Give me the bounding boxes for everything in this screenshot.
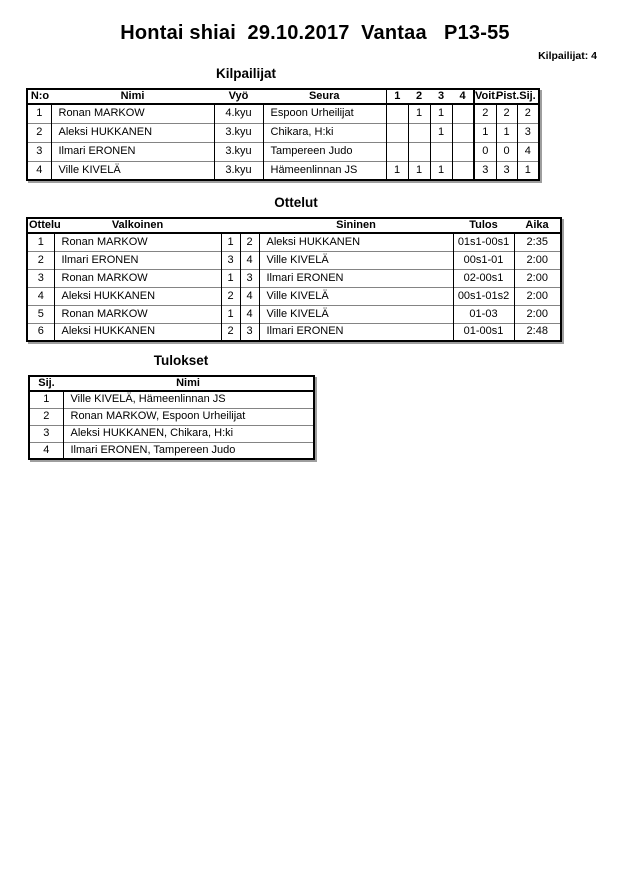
cell-tulos: 00s1-01s2 bbox=[453, 287, 514, 305]
cell-nimi: Ilmari ERONEN, Tampereen Judo bbox=[63, 442, 314, 459]
col-header-round-3: 3 bbox=[430, 89, 452, 104]
ottelut-table bbox=[26, 217, 562, 342]
cell-valkoinen: Ronan MARKOW bbox=[54, 269, 221, 287]
ottelut-header-row bbox=[27, 218, 561, 233]
cell-round-3: 1 bbox=[430, 104, 452, 123]
table-row bbox=[27, 161, 539, 180]
cell-round-3 bbox=[430, 142, 452, 161]
cell-sininen: Ville KIVELÄ bbox=[259, 305, 453, 323]
cell-sininen: Aleksi HUKKANEN bbox=[259, 233, 453, 251]
section-title-kilpailijat: Kilpailijat bbox=[215, 66, 277, 81]
cell-voit: 1 bbox=[474, 123, 496, 142]
cell-white-no: 2 bbox=[221, 323, 240, 341]
cell-nimi: Ville KIVELÄ, Hämeenlinnan JS bbox=[63, 391, 314, 408]
cell-match-no: 5 bbox=[27, 305, 54, 323]
table-row bbox=[27, 123, 539, 142]
cell-round-4 bbox=[452, 142, 474, 161]
cell-round-1: 1 bbox=[386, 161, 408, 180]
col-header-white-no bbox=[221, 218, 240, 233]
cell-round-4 bbox=[452, 104, 474, 123]
cell-vyo: 4.kyu bbox=[214, 104, 263, 123]
cell-no: 2 bbox=[27, 123, 51, 142]
section-title-tulokset: Tulokset bbox=[153, 353, 209, 368]
cell-match-no: 4 bbox=[27, 287, 54, 305]
cell-sininen: Ville KIVELÄ bbox=[259, 251, 453, 269]
cell-round-2 bbox=[408, 123, 430, 142]
cell-blue-no: 4 bbox=[240, 251, 259, 269]
cell-vyo: 3.kyu bbox=[214, 142, 263, 161]
cell-pist: 2 bbox=[496, 104, 517, 123]
cell-blue-no: 4 bbox=[240, 287, 259, 305]
table-row bbox=[27, 287, 561, 305]
cell-round-2: 1 bbox=[408, 161, 430, 180]
cell-blue-no: 3 bbox=[240, 323, 259, 341]
col-header-round-4: 4 bbox=[452, 89, 474, 104]
cell-valkoinen: Ilmari ERONEN bbox=[54, 251, 221, 269]
cell-seura: Chikara, H:ki bbox=[263, 123, 386, 142]
cell-sininen: Ville KIVELÄ bbox=[259, 287, 453, 305]
cell-white-no: 2 bbox=[221, 287, 240, 305]
cell-sij: 4 bbox=[517, 142, 539, 161]
table-row bbox=[27, 269, 561, 287]
cell-sij: 2 bbox=[517, 104, 539, 123]
cell-round-2 bbox=[408, 142, 430, 161]
cell-round-1 bbox=[386, 123, 408, 142]
cell-nimi: Ronan MARKOW bbox=[51, 104, 214, 123]
cell-match-no: 3 bbox=[27, 269, 54, 287]
cell-nimi: Aleksi HUKKANEN, Chikara, H:ki bbox=[63, 425, 314, 442]
col-header-tulos: Tulos bbox=[453, 218, 514, 233]
cell-aika: 2:00 bbox=[514, 269, 561, 287]
col-header-sininen: Sininen bbox=[259, 218, 453, 233]
col-header-nimi: Nimi bbox=[63, 376, 314, 391]
cell-tulos: 01s1-00s1 bbox=[453, 233, 514, 251]
cell-voit: 0 bbox=[474, 142, 496, 161]
col-header-no: N:o bbox=[27, 89, 51, 104]
cell-tulos: 02-00s1 bbox=[453, 269, 514, 287]
col-header-pist: Pist. bbox=[496, 90, 520, 102]
cell-white-no: 3 bbox=[221, 251, 240, 269]
cell-sininen: Ilmari ERONEN bbox=[259, 269, 453, 287]
table-row bbox=[29, 391, 314, 408]
cell-voit: 3 bbox=[474, 161, 496, 180]
cell-nimi: Ville KIVELÄ bbox=[51, 161, 214, 180]
cell-aika: 2:00 bbox=[514, 305, 561, 323]
col-header-sij: Sij. bbox=[517, 89, 539, 104]
col-header-nimi: Nimi bbox=[51, 89, 214, 104]
cell-valkoinen: Aleksi HUKKANEN bbox=[54, 323, 221, 341]
cell-sij: 2 bbox=[29, 408, 63, 425]
section-title-ottelut: Ottelut bbox=[274, 195, 318, 210]
cell-sininen: Ilmari ERONEN bbox=[259, 323, 453, 341]
col-header-voit: Voit. bbox=[475, 90, 499, 102]
table-row bbox=[27, 233, 561, 251]
cell-blue-no: 4 bbox=[240, 305, 259, 323]
competitors-count: Kilpailijat: 4 bbox=[538, 50, 597, 62]
cell-round-1 bbox=[386, 142, 408, 161]
cell-sij: 1 bbox=[43, 393, 50, 406]
cell-voit: 2 bbox=[474, 104, 496, 123]
table-row bbox=[27, 251, 561, 269]
col-header-blue-no bbox=[240, 218, 259, 233]
cell-vyo: 3.kyu bbox=[214, 161, 263, 180]
cell-valkoinen: Aleksi HUKKANEN bbox=[54, 287, 221, 305]
cell-blue-no: 3 bbox=[240, 269, 259, 287]
cell-tulos: 01-03 bbox=[453, 305, 514, 323]
col-header-round-1: 1 bbox=[386, 89, 408, 104]
cell-pist: 0 bbox=[496, 142, 517, 161]
cell-round-4 bbox=[452, 123, 474, 142]
cell-nimi: Ilmari ERONEN bbox=[51, 142, 214, 161]
col-header-round-2: 2 bbox=[408, 89, 430, 104]
cell-blue-no: 2 bbox=[240, 233, 259, 251]
cell-round-1 bbox=[386, 104, 408, 123]
tulokset-table bbox=[28, 375, 315, 460]
cell-seura: Hämeenlinnan JS bbox=[263, 161, 386, 180]
cell-aika: 2:35 bbox=[514, 233, 561, 251]
col-header-vyo: Vyö bbox=[214, 89, 263, 104]
cell-round-3: 1 bbox=[430, 161, 452, 180]
table-row bbox=[29, 408, 314, 425]
cell-seura: Tampereen Judo bbox=[263, 142, 386, 161]
table-row bbox=[27, 142, 539, 161]
col-header-sij: Sij. bbox=[29, 376, 63, 391]
cell-valkoinen: Ronan MARKOW bbox=[54, 233, 221, 251]
cell-match-no: 2 bbox=[27, 251, 54, 269]
cell-sij: 1 bbox=[517, 161, 539, 180]
cell-sij: 3 bbox=[517, 123, 539, 142]
cell-nimi: Ronan MARKOW, Espoon Urheilijat bbox=[63, 408, 314, 425]
cell-seura: Espoon Urheilijat bbox=[263, 104, 386, 123]
table-row bbox=[27, 323, 561, 341]
cell-sij: 4 bbox=[29, 442, 63, 459]
col-header-ottelu: Ottelu bbox=[29, 219, 61, 231]
cell-round-4 bbox=[452, 161, 474, 180]
cell-pist: 1 bbox=[496, 123, 517, 142]
cell-tulos: 00s1-01 bbox=[453, 251, 514, 269]
cell-aika: 2:00 bbox=[514, 251, 561, 269]
cell-valkoinen: Ronan MARKOW bbox=[54, 305, 221, 323]
cell-tulos: 01-00s1 bbox=[453, 323, 514, 341]
table-row bbox=[27, 305, 561, 323]
col-header-valkoinen: Valkoinen bbox=[54, 218, 221, 233]
cell-no: 1 bbox=[36, 107, 43, 120]
cell-round-3: 1 bbox=[430, 123, 452, 142]
kilpailijat-header-row bbox=[27, 89, 539, 104]
page-title: Hontai shiai 29.10.2017 Vantaa P13-55 bbox=[120, 22, 510, 44]
cell-white-no: 1 bbox=[221, 233, 240, 251]
cell-sij: 3 bbox=[29, 425, 63, 442]
col-header-seura: Seura bbox=[263, 89, 386, 104]
cell-vyo: 3.kyu bbox=[214, 123, 263, 142]
cell-aika: 2:00 bbox=[514, 287, 561, 305]
cell-nimi: Aleksi HUKKANEN bbox=[51, 123, 214, 142]
col-header-aika: Aika bbox=[514, 218, 561, 233]
cell-pist: 3 bbox=[496, 161, 517, 180]
table-row bbox=[27, 104, 539, 123]
table-row bbox=[29, 425, 314, 442]
cell-match-no: 6 bbox=[27, 323, 54, 341]
cell-no: 3 bbox=[27, 142, 51, 161]
cell-no: 4 bbox=[27, 161, 51, 180]
table-row bbox=[29, 442, 314, 459]
cell-match-no: 1 bbox=[37, 235, 44, 248]
cell-round-2: 1 bbox=[408, 104, 430, 123]
cell-white-no: 1 bbox=[221, 269, 240, 287]
cell-aika: 2:48 bbox=[514, 323, 561, 341]
cell-white-no: 1 bbox=[221, 305, 240, 323]
tulokset-header-row bbox=[29, 376, 314, 391]
kilpailijat-table bbox=[26, 88, 540, 181]
